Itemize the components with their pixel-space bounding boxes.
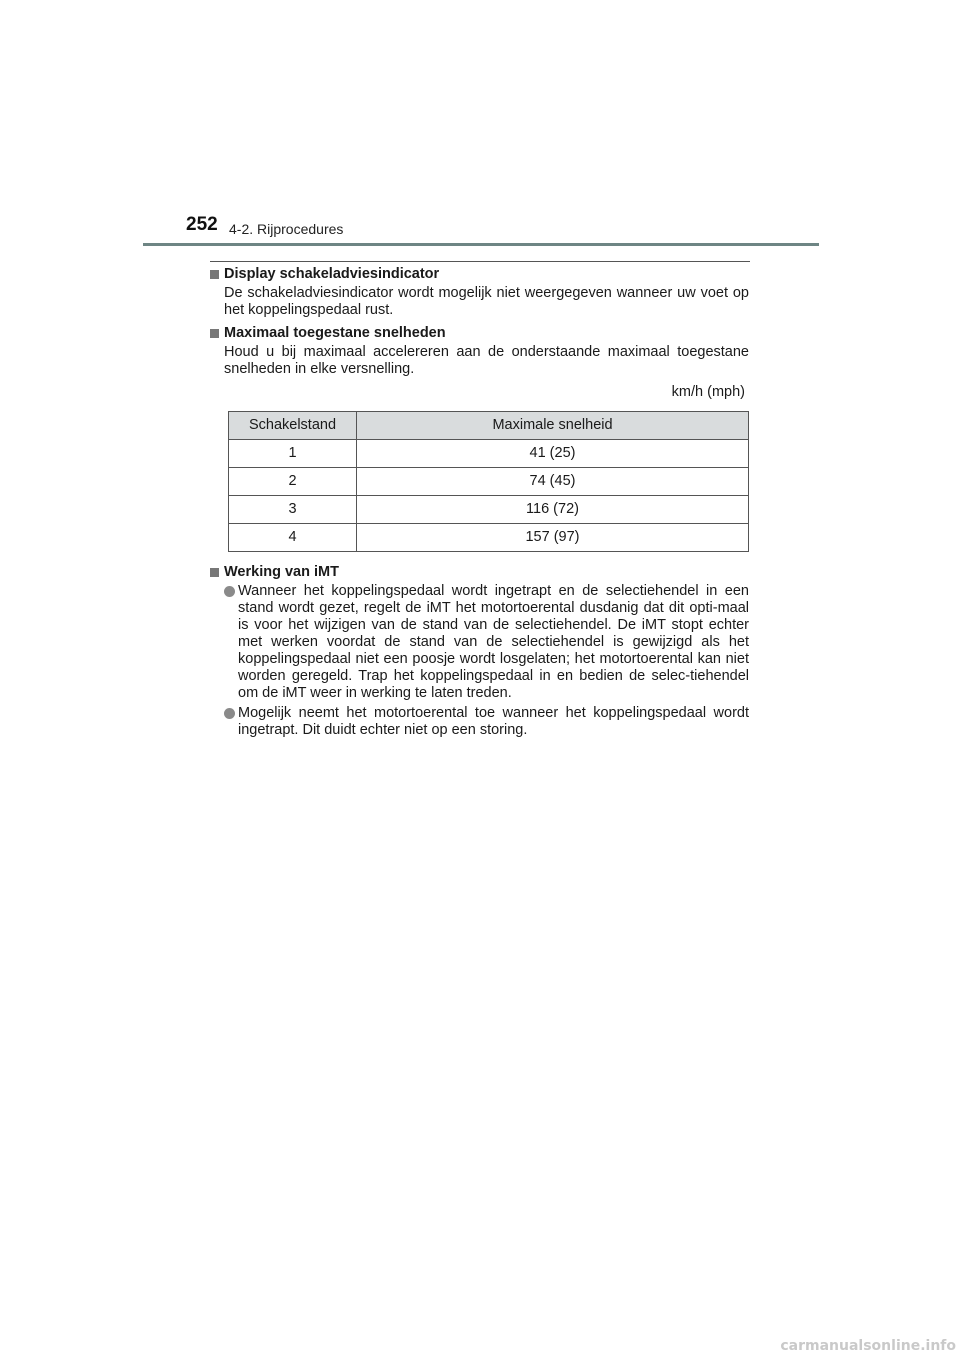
imt-title: Werking van iMT — [224, 564, 339, 580]
display-indicator-text: De schakeladviesindicator wordt mogelijk niet weergegeven wanneer uw voet op het koppelingspedaal rust. — [224, 285, 749, 318]
imt-bullet — [224, 583, 749, 702]
watermark: carmanualsonline.info — [780, 1338, 956, 1354]
square-bullet-icon — [210, 329, 219, 338]
table-header-gear: Schakelstand — [229, 412, 357, 440]
display-indicator-section — [210, 266, 749, 319]
max-speeds-table — [228, 411, 749, 552]
speed-cell: 41 (25) — [357, 440, 749, 468]
table-header-row — [229, 412, 749, 440]
max-speeds-section — [210, 325, 749, 552]
speed-cell: 157 (97) — [357, 524, 749, 552]
circle-bullet-icon — [224, 586, 235, 597]
content-rule — [210, 261, 750, 262]
page-number: 252 — [186, 214, 218, 235]
display-indicator-heading — [210, 266, 749, 283]
speed-cell: 74 (45) — [357, 468, 749, 496]
gear-cell: 1 — [229, 440, 357, 468]
speed-cell: 116 (72) — [357, 496, 749, 524]
table-header-speed: Maximale snelheid — [357, 412, 749, 440]
gear-cell: 2 — [229, 468, 357, 496]
imt-bullet-text: Mogelijk neemt het motortoerental toe wanneer het koppelingspedaal wordt ingetrapt. Dit duidt echter niet op een storing. — [238, 705, 749, 738]
imt-section — [210, 564, 749, 739]
imt-bullet — [224, 705, 749, 739]
page-content — [210, 266, 749, 745]
square-bullet-icon — [210, 270, 219, 279]
max-speeds-title: Maximaal toegestane snelheden — [224, 325, 446, 341]
gear-cell: 4 — [229, 524, 357, 552]
speed-unit: km/h (mph) — [671, 384, 745, 400]
table-row — [229, 496, 749, 524]
gear-cell: 3 — [229, 496, 357, 524]
square-bullet-icon — [210, 568, 219, 577]
imt-bullet-text: Wanneer het koppelingspedaal wordt ingetrapt en de selectiehendel in een stand wordt gezet, regelt de iMT het motortoerental dusdanig dat dit opti-maal is voor het wijzigen van de stand van de selectiehendel. De iMT stopt echter met werken voordat de stand van de selectiehendel is gewijzigd als het koppelingspedaal niet een poosje wordt losgelaten; het motortoerental kan niet worden geregeld. Trap het koppelingspedaal in en bedien de selec-tiehendel om de iMT weer in werking te laten treden. — [238, 583, 749, 701]
circle-bullet-icon — [224, 708, 235, 719]
header-rule — [143, 243, 819, 246]
display-indicator-title: Display schakeladviesindicator — [224, 266, 440, 282]
table-row — [229, 524, 749, 552]
max-speeds-heading — [210, 325, 749, 342]
table-row — [229, 468, 749, 496]
table-row — [229, 440, 749, 468]
imt-heading — [210, 564, 749, 581]
max-speeds-text: Houd u bij maximaal accelereren aan de onderstaande maximaal toegestane snelheden in elke versnelling. — [224, 344, 749, 377]
section-title: 4-2. Rijprocedures — [229, 221, 344, 237]
